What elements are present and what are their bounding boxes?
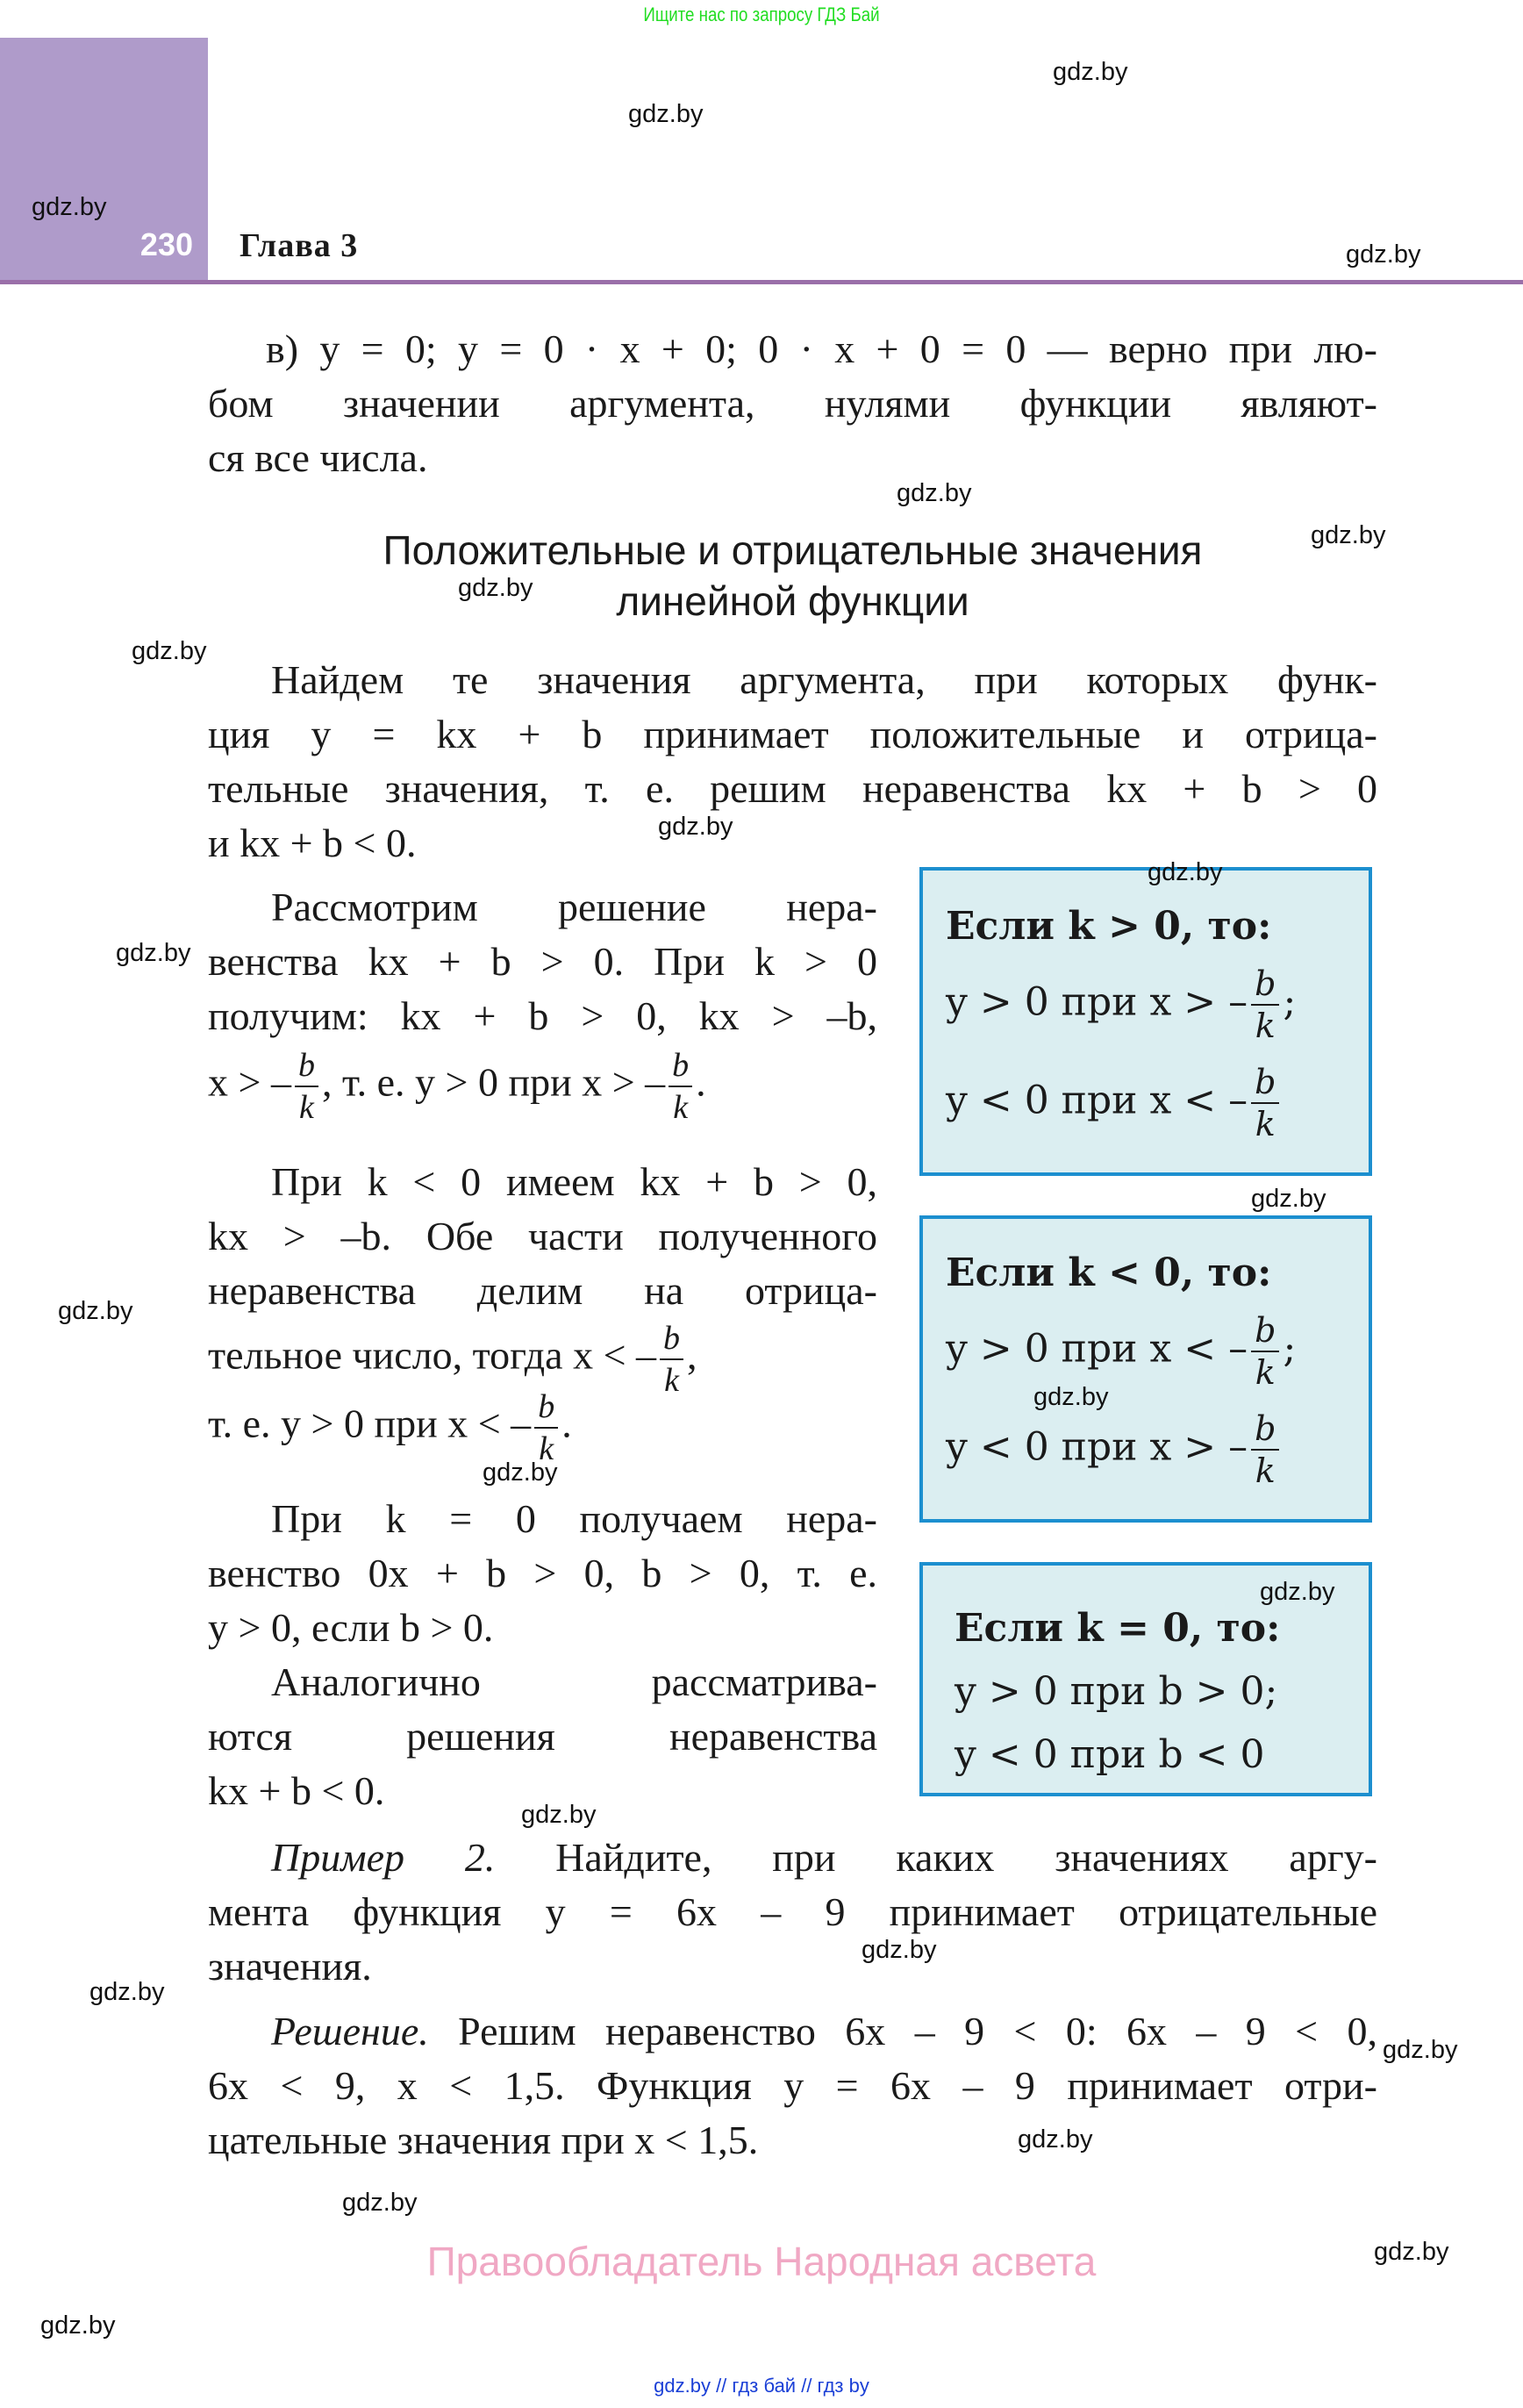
paragraph-line: неравенства делим на отрица- xyxy=(208,1268,877,1313)
rule-text: y > 0 при x < – xyxy=(946,1326,1248,1372)
rule-text: y > 0 при x > – xyxy=(946,979,1248,1025)
fraction-b-over-k xyxy=(669,1049,692,1124)
fraction-denominator: k xyxy=(664,1362,679,1399)
fraction-b-over-k xyxy=(660,1322,683,1397)
rule-box-row xyxy=(946,1409,1283,1490)
footer-links[interactable]: gdz.by // гдз бай // гдз by xyxy=(654,2375,869,2397)
paragraph-line: значения. xyxy=(208,1944,372,1989)
paragraph-k-negative xyxy=(208,1155,877,1466)
watermark: gdz.by xyxy=(1018,2125,1093,2154)
watermark: gdz.by xyxy=(862,1936,937,1964)
fraction-numerator: b xyxy=(1251,967,1279,1006)
search-banner: Ищите нас по запросу ГДЗ Бай xyxy=(643,4,880,25)
paragraph-analogous xyxy=(208,1655,877,1818)
copyright-notice: Правообладатель Народная асвета xyxy=(426,2239,1097,2284)
rule-box-k-negative xyxy=(919,1215,1372,1523)
fraction-numerator: b xyxy=(1251,1065,1279,1104)
paragraph-line xyxy=(208,1831,1377,1885)
fraction-denominator: k xyxy=(539,1430,554,1467)
rule-box-k-positive xyxy=(919,867,1372,1176)
rule-box-title: Если k > 0, то: xyxy=(946,904,1272,949)
paragraph-find-values xyxy=(208,653,1377,871)
paragraph-line: 6x < 9, x < 1,5. Функция y = 6x – 9 принимает отри- xyxy=(208,2063,1377,2108)
watermark: gdz.by xyxy=(342,2189,418,2217)
inequality-text: , т. е. y > 0 при x > – xyxy=(321,1059,666,1105)
paragraph-k-zero xyxy=(208,1492,877,1655)
fraction-b-over-k xyxy=(1251,1065,1279,1141)
watermark: gdz.by xyxy=(628,100,704,128)
fraction-numerator: b xyxy=(295,1049,318,1087)
watermark: gdz.by xyxy=(1251,1185,1326,1213)
fraction-b-over-k xyxy=(1251,1409,1279,1490)
paragraph-line: kx > –b. Обе части полученного xyxy=(208,1214,877,1258)
rule-box-title: Если k = 0, то: xyxy=(955,1606,1281,1651)
inequality-text: x > – xyxy=(208,1059,291,1105)
fraction-b-over-k xyxy=(1251,1311,1279,1392)
paragraph-line: ются решения неравенства xyxy=(208,1714,877,1759)
watermark: gdz.by xyxy=(1311,521,1386,549)
intro-paragraph xyxy=(208,322,1377,485)
watermark: gdz.by xyxy=(132,637,207,665)
watermark: gdz.by xyxy=(483,1458,558,1487)
paragraph-line: y > 0, если b > 0. xyxy=(208,1605,494,1650)
rule-box-row xyxy=(946,1065,1283,1141)
watermark: gdz.by xyxy=(1374,2238,1449,2266)
watermark: gdz.by xyxy=(89,1978,165,2006)
fraction-numerator: b xyxy=(534,1390,558,1429)
paragraph-line: ция y = kx + b принимает положительные и отрица- xyxy=(208,712,1377,756)
watermark: gdz.by xyxy=(32,193,107,221)
watermark: gdz.by xyxy=(1053,58,1128,86)
rule-box-title: Если k < 0, то: xyxy=(946,1251,1272,1295)
header-rule xyxy=(0,280,1523,284)
fraction-b-over-k xyxy=(295,1049,318,1124)
fraction-numerator: b xyxy=(1251,1412,1279,1451)
fraction-numerator: b xyxy=(669,1049,692,1087)
section-title-line2: линейной функции xyxy=(616,578,969,624)
solution-label: Решение. xyxy=(271,2009,429,2053)
inequality-text: . xyxy=(696,1059,706,1105)
solution-paragraph xyxy=(208,2004,1377,2168)
paragraph-line xyxy=(208,2004,1377,2059)
watermark: gdz.by xyxy=(458,574,533,602)
example-paragraph xyxy=(208,1831,1377,1994)
watermark: gdz.by xyxy=(1383,2036,1458,2064)
paragraph-line: венства kx + b > 0. При k > 0 xyxy=(208,939,877,984)
example-label: Пример 2. xyxy=(271,1835,496,1880)
page-number: 230 xyxy=(139,226,193,262)
section-title-line1: Положительные и отрицательные значения xyxy=(383,527,1203,573)
paragraph-line: получим: kx + b > 0, kx > –b, xyxy=(208,993,877,1038)
watermark: gdz.by xyxy=(1260,1578,1335,1606)
rule-box-row xyxy=(946,1311,1297,1392)
rule-text: ; xyxy=(1283,1326,1297,1372)
fraction-numerator: b xyxy=(660,1322,683,1360)
paragraph-line: тельные значения, т. е. решим неравенства kx + b > 0 xyxy=(208,766,1377,811)
rule-text: y < 0 при x > – xyxy=(946,1424,1248,1470)
paragraph-line: мента функция y = 6x – 9 принимает отрицательные xyxy=(208,1889,1377,1934)
inequality-text: . xyxy=(561,1401,572,1446)
paragraph-line: Найдем те значения аргумента, при которых функ- xyxy=(271,657,1377,702)
paragraph-line: kx + b < 0. xyxy=(208,1768,385,1813)
paragraph-line xyxy=(208,1322,877,1397)
fraction-denominator: k xyxy=(299,1089,314,1126)
rule-text: y < 0 при x < – xyxy=(946,1078,1248,1123)
rule-text: ; xyxy=(1283,979,1297,1025)
intro-line: бом значении аргумента, нулями функции являют- xyxy=(208,381,1377,426)
watermark: gdz.by xyxy=(58,1297,133,1325)
fraction-denominator: k xyxy=(673,1089,689,1126)
fraction-denominator: k xyxy=(1255,1007,1276,1045)
section-heading xyxy=(208,525,1377,627)
paragraph-line: венство 0x + b > 0, b > 0, т. е. xyxy=(208,1551,877,1595)
fraction-b-over-k xyxy=(1251,964,1279,1045)
fraction-denominator: k xyxy=(1255,1451,1276,1490)
intro-line: в) y = 0; y = 0 · x + 0; 0 · x + 0 = 0 — верно при лю- xyxy=(266,326,1377,371)
watermark: gdz.by xyxy=(897,479,972,507)
paragraph-line: цательные значения при x < 1,5. xyxy=(208,2118,759,2162)
watermark: gdz.by xyxy=(658,813,733,841)
paragraph-line xyxy=(208,1049,877,1124)
solution-text: Решим неравенство 6x – 9 < 0: 6x – 9 < 0, xyxy=(428,2009,1377,2053)
fraction-b-over-k xyxy=(534,1390,558,1466)
paragraph-line: При k = 0 получаем нера- xyxy=(271,1496,877,1541)
paragraph-line: Рассмотрим решение нера- xyxy=(271,885,877,929)
fraction-denominator: k xyxy=(1255,1105,1276,1143)
inequality-text: т. е. y > 0 при x < – xyxy=(208,1401,532,1446)
rule-box-row: y < 0 при b < 0 xyxy=(955,1732,1265,1777)
watermark: gdz.by xyxy=(1346,240,1421,269)
watermark: gdz.by xyxy=(116,939,191,967)
inequality-text: , xyxy=(687,1332,697,1378)
paragraph-k-positive xyxy=(208,880,877,1124)
inequality-text: тельное число, тогда x < – xyxy=(208,1332,657,1378)
paragraph-line xyxy=(208,1390,877,1466)
paragraph-line: и kx + b < 0. xyxy=(208,821,417,865)
paragraph-line: Аналогично рассматрива- xyxy=(271,1659,877,1704)
watermark: gdz.by xyxy=(521,1801,597,1829)
watermark: gdz.by xyxy=(1033,1383,1109,1411)
fraction-denominator: k xyxy=(1255,1353,1276,1392)
watermark: gdz.by xyxy=(1148,858,1223,886)
chapter-title: Глава 3 xyxy=(240,227,359,264)
rule-box-row xyxy=(946,964,1297,1045)
intro-line: ся все числа. xyxy=(208,435,428,480)
watermark: gdz.by xyxy=(40,2311,116,2340)
rule-box-row: y > 0 при b > 0; xyxy=(955,1669,1278,1714)
fraction-numerator: b xyxy=(1251,1314,1279,1352)
paragraph-line: При k < 0 имеем kx + b > 0, xyxy=(271,1159,877,1204)
example-text: Найдите, при каких значениях аргу- xyxy=(495,1835,1377,1880)
